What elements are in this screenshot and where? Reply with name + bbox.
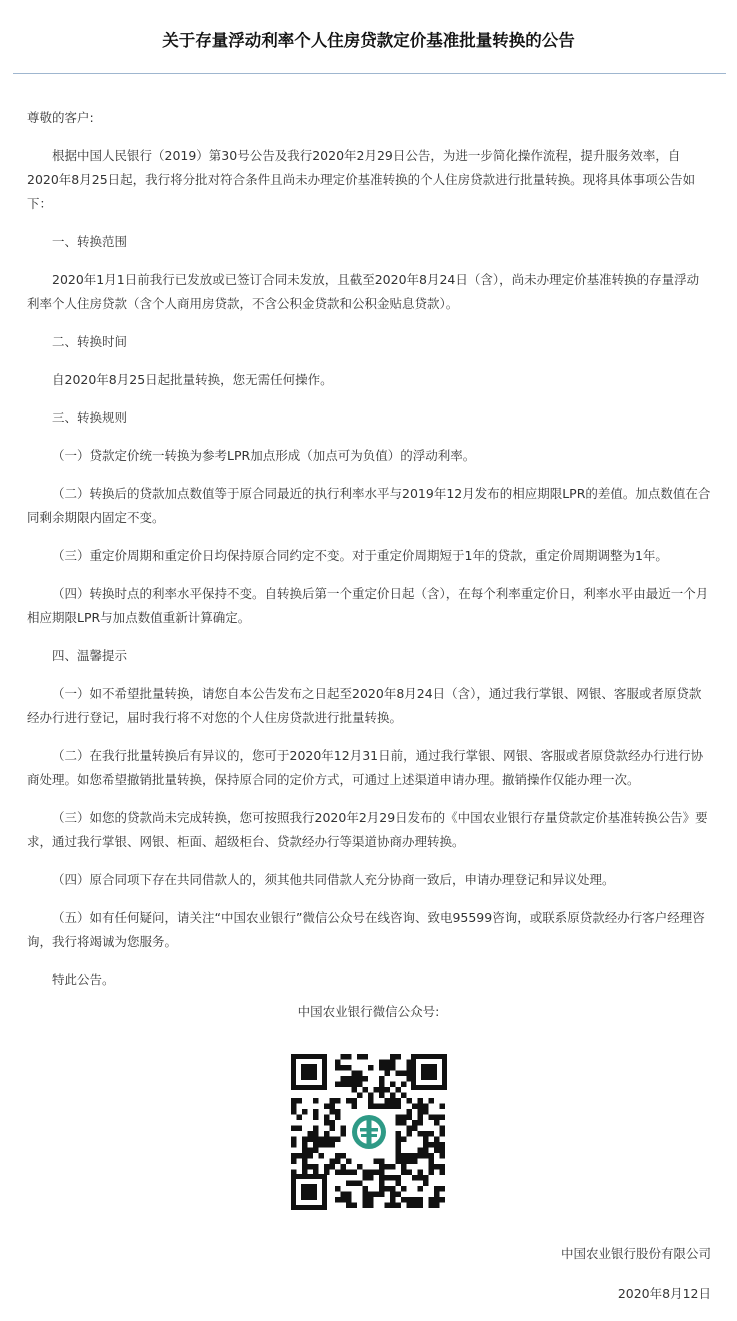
qr-module	[335, 1137, 341, 1143]
qr-module	[302, 1148, 308, 1154]
qr-module	[341, 1153, 347, 1159]
qr-module	[390, 1060, 396, 1066]
wechat-qr-code	[287, 1050, 451, 1214]
qr-module	[297, 1115, 303, 1121]
qr-module	[385, 1098, 391, 1104]
qr-module	[390, 1104, 396, 1110]
time-paragraph: 自2020年8月25日起批量转换，您无需任何操作。	[52, 372, 333, 387]
qr-module	[352, 1181, 358, 1187]
qr-module	[308, 1164, 314, 1170]
qr-module	[440, 1186, 446, 1192]
qr-module	[396, 1159, 402, 1165]
qr-module	[352, 1203, 358, 1209]
qr-module	[390, 1192, 396, 1198]
qr-module	[368, 1197, 374, 1203]
qr-module	[319, 1153, 325, 1159]
qr-module	[324, 1120, 330, 1126]
qr-module	[440, 1126, 446, 1132]
intro-paragraph: 根据中国人民银行（2019）第30号公告及我行2020年2月29日公告，为进一步简化操作流程，提升服务效率，自2020年8月25日起，我行将分批对符合条件且尚未办理定价基准转换的个人住房贷款进行批量转换。现将具体事项公告如下：	[27, 148, 696, 211]
qr-module	[418, 1175, 424, 1181]
qr-module	[434, 1197, 440, 1203]
qr-module	[319, 1137, 325, 1143]
qr-module	[324, 1164, 330, 1170]
qr-module	[335, 1060, 341, 1066]
qr-module	[341, 1126, 347, 1132]
qr-module	[357, 1181, 363, 1187]
qr-module	[357, 1076, 363, 1082]
qr-module	[291, 1098, 297, 1104]
qr-module	[335, 1159, 341, 1165]
qr-module	[357, 1071, 363, 1077]
qr-module	[429, 1203, 435, 1209]
qr-module	[368, 1098, 374, 1104]
qr-module	[434, 1203, 440, 1209]
qr-module	[440, 1197, 446, 1203]
qr-module	[385, 1065, 391, 1071]
section-heading-tips: 四、温馨提示	[52, 648, 128, 663]
qr-module	[390, 1093, 396, 1099]
qr-module	[363, 1192, 369, 1198]
scope-paragraph: 2020年1月1日前我行已发放或已签订合同未发放，且截至2020年8月24日（含），尚未办理定价基准转换的存量浮动利率个人住房贷款（含个人商用房贷款，不含公积金贷款和公积金贴息贷款）。	[27, 272, 700, 311]
rule-item: （四）转换时点的利率水平保持不变。自转换后第一个重定价日起（含），在每个利率重定价日，利率水平由最近一个月相应期限LPR与加点数值重新计算确定。	[27, 586, 709, 625]
qr-module	[434, 1186, 440, 1192]
qr-module	[363, 1197, 369, 1203]
qr-module	[440, 1164, 446, 1170]
qr-module	[363, 1054, 369, 1060]
qr-module	[308, 1148, 314, 1154]
qr-module	[313, 1098, 319, 1104]
qr-module	[440, 1148, 446, 1154]
qr-module	[319, 1142, 325, 1148]
qr-module	[401, 1197, 407, 1203]
qr-module	[302, 1142, 308, 1148]
qr-module	[418, 1115, 424, 1121]
qr-module	[385, 1104, 391, 1110]
qr-module	[330, 1109, 336, 1115]
qr-module	[396, 1192, 402, 1198]
qr-module	[390, 1164, 396, 1170]
qr-module	[352, 1087, 358, 1093]
qr-module	[401, 1137, 407, 1143]
qr-module	[385, 1087, 391, 1093]
qr-module	[335, 1109, 341, 1115]
qr-module	[374, 1159, 380, 1165]
qr-module	[429, 1197, 435, 1203]
qr-module	[429, 1142, 435, 1148]
qr-module	[407, 1153, 413, 1159]
qr-module	[423, 1181, 429, 1187]
qr-module	[429, 1159, 435, 1165]
qr-module	[313, 1142, 319, 1148]
qr-module	[346, 1203, 352, 1209]
qr-module	[379, 1076, 385, 1082]
qr-module	[352, 1104, 358, 1110]
qr-module	[346, 1181, 352, 1187]
qr-module	[412, 1120, 418, 1126]
qr-module	[385, 1164, 391, 1170]
qr-module	[423, 1104, 429, 1110]
announcement-body	[27, 106, 711, 1006]
qr-module	[335, 1153, 341, 1159]
qr-module	[440, 1142, 446, 1148]
qr-module	[363, 1203, 369, 1209]
qr-module	[434, 1192, 440, 1198]
qr-module	[368, 1065, 374, 1071]
qr-module	[324, 1142, 330, 1148]
qr-module	[313, 1109, 319, 1115]
qr-module	[374, 1087, 380, 1093]
wechat-label: 中国农业银行微信公众号:	[297, 1004, 440, 1019]
closing-line: 特此公告。	[52, 972, 115, 987]
qr-module	[407, 1115, 413, 1121]
qr-module	[407, 1203, 413, 1209]
qr-module	[341, 1197, 347, 1203]
qr-module	[368, 1203, 374, 1209]
qr-module	[324, 1104, 330, 1110]
qr-module	[346, 1082, 352, 1088]
qr-module	[379, 1082, 385, 1088]
qr-module	[379, 1087, 385, 1093]
qr-module	[346, 1170, 352, 1176]
qr-finder-pattern	[291, 1054, 327, 1090]
qr-module	[335, 1098, 341, 1104]
qr-module	[313, 1131, 319, 1137]
qr-module	[396, 1115, 402, 1121]
qr-module	[335, 1186, 341, 1192]
qr-module	[385, 1060, 391, 1066]
qr-module	[429, 1115, 435, 1121]
qr-module	[423, 1131, 429, 1137]
qr-module	[341, 1192, 347, 1198]
qr-module	[346, 1076, 352, 1082]
qr-module	[429, 1164, 435, 1170]
qr-module	[352, 1170, 358, 1176]
qr-module	[418, 1148, 424, 1154]
title-divider	[13, 73, 726, 74]
qr-module	[385, 1203, 391, 1209]
qr-module	[418, 1131, 424, 1137]
tip-item: （三）如您的贷款尚未完成转换，您可按照我行2020年2月29日发布的《中国农业银行存量贷款定价基准转换公告》要求，通过我行掌银、网银、柜面、超级柜台、贷款经办行等渠道协商办理转换。	[27, 810, 708, 849]
tip-item: （五）如有任何疑问，请关注“中国农业银行”微信公众号在线咨询、致电95599咨询，或联系原贷款经办行客户经理咨询，我行将竭诚为您服务。	[27, 910, 705, 949]
qr-module	[302, 1164, 308, 1170]
qr-module	[407, 1126, 413, 1132]
qr-module	[324, 1131, 330, 1137]
qr-module	[407, 1197, 413, 1203]
qr-module	[363, 1076, 369, 1082]
qr-module	[418, 1104, 424, 1110]
qr-module	[401, 1170, 407, 1176]
rule-item: （三）重定价周期和重定价日均保持原合同约定不变。对于重定价周期短于1年的贷款，重定价周期调整为1年。	[52, 548, 668, 563]
qr-module	[291, 1159, 297, 1165]
rule-item: （二）转换后的贷款加点数值等于原合同最近的执行利率水平与2019年12月发布的相应期限LPR的差值。加点数值在合同剩余期限内固定不变。	[27, 486, 711, 525]
qr-module	[429, 1153, 435, 1159]
qr-module	[401, 1153, 407, 1159]
tip-item: （四）原合同项下存在共同借款人的，须其他共同借款人充分协商一致后，申请办理登记和异议处理。	[52, 872, 615, 887]
qr-module	[341, 1131, 347, 1137]
qr-module	[346, 1054, 352, 1060]
qr-module	[297, 1126, 303, 1132]
qr-module	[313, 1137, 319, 1143]
qr-module	[352, 1071, 358, 1077]
qr-module	[385, 1175, 391, 1181]
qr-module	[363, 1186, 369, 1192]
greeting: 尊敬的客户:	[27, 110, 94, 125]
qr-module	[379, 1060, 385, 1066]
qr-module	[440, 1170, 446, 1176]
qr-module	[418, 1109, 424, 1115]
qr-module	[379, 1065, 385, 1071]
qr-module	[368, 1093, 374, 1099]
qr-module	[401, 1082, 407, 1088]
qr-module	[401, 1071, 407, 1077]
qr-module	[363, 1170, 369, 1176]
qr-module	[291, 1142, 297, 1148]
qr-module	[313, 1126, 319, 1132]
qr-module	[308, 1137, 314, 1143]
qr-module	[330, 1142, 336, 1148]
qr-module	[440, 1131, 446, 1137]
qr-module	[346, 1065, 352, 1071]
qr-module	[434, 1148, 440, 1154]
qr-module	[396, 1087, 402, 1093]
qr-module	[390, 1203, 396, 1209]
qr-module	[302, 1137, 308, 1143]
qr-module	[418, 1186, 424, 1192]
qr-module	[313, 1148, 319, 1154]
qr-module	[418, 1098, 424, 1104]
qr-module	[302, 1109, 308, 1115]
qr-module	[423, 1175, 429, 1181]
qr-module	[341, 1065, 347, 1071]
qr-finder-pattern	[411, 1054, 447, 1090]
qr-module	[341, 1054, 347, 1060]
qr-module	[390, 1197, 396, 1203]
qr-module	[308, 1131, 314, 1137]
qr-module	[346, 1197, 352, 1203]
qr-module	[401, 1120, 407, 1126]
section-heading-time: 二、转换时间	[52, 334, 128, 349]
qr-module	[335, 1170, 341, 1176]
qr-module	[407, 1159, 413, 1165]
qr-module	[396, 1148, 402, 1154]
qr-module	[308, 1153, 314, 1159]
qr-module	[434, 1120, 440, 1126]
qr-module	[379, 1104, 385, 1110]
qr-module	[330, 1104, 336, 1110]
qr-module	[390, 1065, 396, 1071]
qr-module	[407, 1131, 413, 1137]
qr-module	[324, 1137, 330, 1143]
qr-module	[352, 1098, 358, 1104]
qr-module	[440, 1104, 446, 1110]
qr-module	[440, 1153, 446, 1159]
qr-module	[374, 1170, 380, 1176]
qr-module	[418, 1203, 424, 1209]
qr-module	[396, 1054, 402, 1060]
qr-module	[291, 1153, 297, 1159]
qr-module	[341, 1164, 347, 1170]
issue-date: 2020年8月12日	[617, 1286, 711, 1301]
qr-module	[396, 1131, 402, 1137]
qr-module	[440, 1115, 446, 1121]
qr-module	[291, 1104, 297, 1110]
qr-module	[429, 1098, 435, 1104]
tip-item: （二）在我行批量转换后有异议的，您可于2020年12月31日前，通过我行掌银、网银、客服或者原贷款经办行进行协商处理。如您希望撤销批量转换，保持原合同的定价方式，可通过上述渠道申请办理。撤销操作仅能办理一次。	[27, 748, 704, 787]
qr-module	[374, 1192, 380, 1198]
qr-module	[390, 1054, 396, 1060]
qr-module	[407, 1170, 413, 1176]
qr-module	[418, 1197, 424, 1203]
qr-module	[434, 1115, 440, 1121]
qr-module	[396, 1104, 402, 1110]
rule-item: （一）贷款定价统一转换为参考LPR加点形成（加点可为负值）的浮动利率。	[52, 448, 476, 463]
qr-module	[423, 1137, 429, 1143]
qr-finder-pattern	[291, 1174, 327, 1210]
qr-module	[401, 1093, 407, 1099]
qr-module	[324, 1115, 330, 1121]
qr-module	[412, 1104, 418, 1110]
qr-module	[368, 1192, 374, 1198]
qr-module	[357, 1082, 363, 1088]
qr-module	[412, 1197, 418, 1203]
qr-module	[396, 1098, 402, 1104]
qr-module	[368, 1170, 374, 1176]
qr-module	[330, 1098, 336, 1104]
qr-module	[401, 1186, 407, 1192]
qr-module	[412, 1175, 418, 1181]
qr-module	[330, 1126, 336, 1132]
qr-module	[412, 1159, 418, 1165]
qr-module	[429, 1170, 435, 1176]
qr-module	[357, 1054, 363, 1060]
qr-module	[379, 1186, 385, 1192]
qr-module	[396, 1142, 402, 1148]
section-heading-scope: 一、转换范围	[52, 234, 128, 249]
qr-module	[379, 1159, 385, 1165]
issuer-signature: 中国农业银行股份有限公司	[560, 1246, 711, 1261]
qr-module	[330, 1164, 336, 1170]
qr-module	[335, 1115, 341, 1121]
qr-module	[330, 1137, 336, 1143]
abc-bank-logo-icon	[348, 1111, 390, 1153]
qr-module	[423, 1153, 429, 1159]
qr-module	[385, 1071, 391, 1077]
qr-module	[418, 1153, 424, 1159]
qr-module	[423, 1109, 429, 1115]
qr-module	[396, 1175, 402, 1181]
qr-module	[412, 1126, 418, 1132]
qr-module	[297, 1153, 303, 1159]
qr-module	[341, 1170, 347, 1176]
qr-module	[291, 1109, 297, 1115]
qr-module	[374, 1104, 380, 1110]
qr-module	[346, 1159, 352, 1165]
qr-module	[396, 1071, 402, 1077]
qr-module	[390, 1186, 396, 1192]
qr-module	[396, 1153, 402, 1159]
qr-module	[302, 1159, 308, 1165]
qr-module	[379, 1170, 385, 1176]
qr-module	[434, 1137, 440, 1143]
qr-module	[335, 1065, 341, 1071]
qr-module	[330, 1120, 336, 1126]
qr-module	[396, 1203, 402, 1209]
qr-module	[335, 1082, 341, 1088]
qr-module	[390, 1098, 396, 1104]
qr-module	[418, 1170, 424, 1176]
qr-module	[385, 1186, 391, 1192]
qr-module	[412, 1203, 418, 1209]
qr-module	[390, 1175, 396, 1181]
section-heading-rules: 三、转换规则	[52, 410, 128, 425]
qr-module	[357, 1093, 363, 1099]
qr-module	[352, 1082, 358, 1088]
qr-module	[407, 1109, 413, 1115]
qr-module	[330, 1159, 336, 1165]
qr-module	[357, 1164, 363, 1170]
qr-module	[401, 1115, 407, 1121]
qr-module	[313, 1164, 319, 1170]
qr-module	[341, 1076, 347, 1082]
qr-module	[291, 1126, 297, 1132]
qr-module	[379, 1192, 385, 1198]
qr-module	[390, 1082, 396, 1088]
qr-module	[379, 1164, 385, 1170]
qr-module	[341, 1082, 347, 1088]
qr-module	[368, 1104, 374, 1110]
qr-module	[429, 1131, 435, 1137]
qr-module	[346, 1098, 352, 1104]
qr-module	[423, 1148, 429, 1154]
qr-module	[297, 1098, 303, 1104]
qr-module	[412, 1153, 418, 1159]
qr-module	[396, 1120, 402, 1126]
qr-module	[313, 1115, 319, 1121]
tip-item: （一）如不希望批量转换，请您自本公告发布之日起至2020年8月24日（含），通过我行掌银、网银、客服或者原贷款经办行进行登记，届时我行将不对您的个人住房贷款进行批量转换。	[27, 686, 702, 725]
qr-module	[335, 1197, 341, 1203]
qr-module	[363, 1175, 369, 1181]
qr-module	[418, 1120, 424, 1126]
qr-module	[368, 1175, 374, 1181]
qr-module	[346, 1192, 352, 1198]
qr-module	[396, 1137, 402, 1143]
qr-module	[352, 1076, 358, 1082]
qr-module	[363, 1087, 369, 1093]
qr-module	[379, 1181, 385, 1187]
qr-module	[379, 1175, 385, 1181]
announcement-title: 关于存量浮动利率个人住房贷款定价基准批量转换的公告	[162, 31, 575, 50]
qr-module	[396, 1181, 402, 1187]
qr-module	[423, 1142, 429, 1148]
qr-module	[401, 1164, 407, 1170]
qr-module	[291, 1137, 297, 1143]
qr-module	[434, 1164, 440, 1170]
qr-module	[434, 1142, 440, 1148]
qr-module	[407, 1098, 413, 1104]
qr-module	[401, 1159, 407, 1165]
qr-module	[302, 1153, 308, 1159]
qr-module	[379, 1093, 385, 1099]
